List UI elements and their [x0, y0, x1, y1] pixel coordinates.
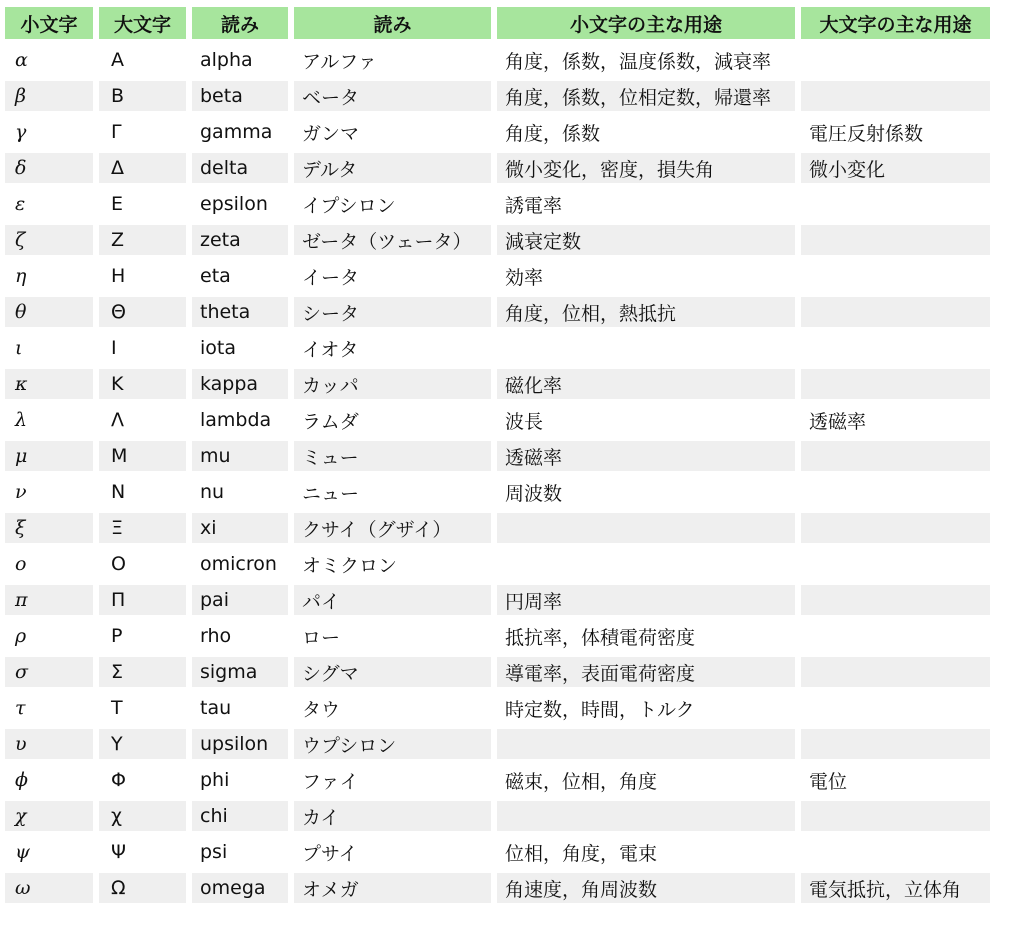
uppercase-letter: Π: [99, 585, 186, 615]
lowercase-use: 微小変化，密度，損失角: [497, 153, 795, 183]
reading-ja: ゼータ（ツェータ）: [294, 225, 491, 255]
reading-ja: イータ: [302, 266, 360, 289]
uppercase-letter: Ψ: [111, 841, 126, 863]
reading-ja: シータ: [294, 297, 491, 327]
reading-ja: プサイ: [302, 842, 358, 865]
reading-en: zeta: [192, 225, 288, 255]
uppercase-letter: E: [111, 193, 124, 215]
header-uppercase-use: 大文字の主な用途: [801, 7, 990, 39]
lowercase-use: 角度，係数，位相定数，帰還率: [497, 81, 795, 111]
lowercase-use: 効率: [505, 266, 544, 289]
reading-ja: タウ: [302, 698, 341, 721]
table-row: [5, 189, 990, 219]
uppercase-use: [801, 585, 990, 615]
uppercase-use: [801, 549, 990, 579]
uppercase-letter: Λ: [111, 409, 124, 431]
lowercase-letter: ζ: [5, 225, 93, 255]
reading-ja: カイ: [294, 801, 491, 831]
uppercase-use: [801, 297, 990, 327]
reading-ja: カッパ: [294, 369, 491, 399]
reading-en: kappa: [192, 369, 288, 399]
reading-ja: ガンマ: [302, 122, 360, 145]
lowercase-letter: ν: [15, 481, 27, 503]
table-row: [5, 621, 990, 651]
uppercase-use: [801, 333, 990, 363]
table-row: [5, 405, 990, 435]
header-row: [5, 7, 990, 39]
reading-en: upsilon: [192, 729, 288, 759]
uppercase-use: 微小変化: [801, 153, 990, 183]
lowercase-letter: δ: [5, 153, 93, 183]
uppercase-letter: N: [111, 481, 126, 503]
reading-en: psi: [200, 841, 228, 863]
table-row: [5, 261, 990, 291]
uppercase-use: [801, 513, 990, 543]
table-row: [5, 333, 990, 363]
reading-en: epsilon: [200, 193, 268, 215]
lowercase-letter: ξ: [5, 513, 93, 543]
uppercase-use: 透磁率: [809, 410, 867, 433]
greek-alphabet-table: [0, 1, 996, 909]
lowercase-letter: α: [15, 49, 28, 71]
uppercase-use: [801, 45, 990, 75]
reading-ja: クサイ（グザイ）: [294, 513, 491, 543]
lowercase-use: 磁化率: [497, 369, 795, 399]
table-row: [5, 873, 990, 903]
reading-ja: ロー: [302, 626, 341, 649]
table-body: [5, 45, 990, 903]
reading-en: pai: [192, 585, 288, 615]
header-reading-ja: 読み: [294, 7, 491, 39]
uppercase-use: 電位: [809, 770, 848, 793]
uppercase-use: [801, 261, 990, 291]
uppercase-use: [801, 621, 990, 651]
reading-en: alpha: [200, 49, 253, 71]
lowercase-letter: ω: [5, 873, 93, 903]
lowercase-use: [497, 333, 795, 363]
table-row: [5, 837, 990, 867]
header-reading-en: 読み: [192, 7, 288, 39]
uppercase-use: [801, 189, 990, 219]
uppercase-use: [801, 693, 990, 723]
lowercase-use: 抵抗率，体積電荷密度: [505, 626, 696, 649]
reading-ja: オメガ: [294, 873, 491, 903]
uppercase-use: [801, 729, 990, 759]
uppercase-use: [801, 477, 990, 507]
uppercase-letter: Ξ: [99, 513, 186, 543]
uppercase-use: [801, 225, 990, 255]
uppercase-letter: P: [111, 625, 123, 647]
lowercase-letter: λ: [15, 409, 28, 431]
header-lowercase: 小文字: [5, 7, 93, 39]
table-row: [5, 117, 990, 147]
lowercase-use: 角度，係数，温度係数，減衰率: [505, 50, 772, 73]
lowercase-use: 減衰定数: [497, 225, 795, 255]
uppercase-letter: M: [99, 441, 186, 471]
table-row: [5, 81, 990, 111]
uppercase-letter: T: [111, 697, 123, 719]
lowercase-letter: γ: [15, 121, 27, 143]
uppercase-letter: Σ: [99, 657, 186, 687]
table-row: [5, 225, 990, 255]
lowercase-use: 導電率，表面電荷密度: [497, 657, 795, 687]
reading-ja: オミクロン: [302, 554, 398, 577]
lowercase-use: 磁束，位相，角度: [505, 770, 658, 793]
uppercase-letter: Z: [99, 225, 186, 255]
lowercase-use: 波長: [505, 410, 544, 433]
uppercase-letter: χ: [99, 801, 186, 831]
reading-en: gamma: [200, 121, 273, 143]
table-row: [5, 729, 990, 759]
reading-ja: パイ: [294, 585, 491, 615]
uppercase-use: 電気抵抗，立体角: [801, 873, 990, 903]
reading-en: phi: [200, 769, 230, 791]
uppercase-letter: Γ: [111, 121, 122, 143]
reading-en: rho: [200, 625, 232, 647]
reading-en: beta: [192, 81, 288, 111]
reading-ja: デルタ: [294, 153, 491, 183]
reading-en: xi: [192, 513, 288, 543]
uppercase-letter: Δ: [99, 153, 186, 183]
reading-ja: ウプシロン: [294, 729, 491, 759]
lowercase-letter: ι: [15, 337, 23, 359]
uppercase-letter: Θ: [99, 297, 186, 327]
uppercase-letter: O: [111, 553, 126, 575]
reading-ja: ベータ: [294, 81, 491, 111]
lowercase-letter: μ: [5, 441, 93, 471]
lowercase-use: 周波数: [505, 482, 563, 505]
uppercase-letter: Ω: [99, 873, 186, 903]
lowercase-use: 位相，角度，電束: [505, 842, 658, 865]
reading-en: eta: [200, 265, 231, 287]
lowercase-use: [497, 729, 795, 759]
lowercase-letter: η: [15, 265, 27, 287]
reading-ja: アルファ: [302, 50, 377, 73]
reading-ja: ミュー: [294, 441, 491, 471]
reading-en: sigma: [192, 657, 288, 687]
reading-en: tau: [200, 697, 232, 719]
lowercase-use: 角度，係数: [505, 122, 601, 145]
uppercase-use: [801, 441, 990, 471]
table-row: [5, 765, 990, 795]
reading-en: omega: [192, 873, 288, 903]
lowercase-use: [497, 801, 795, 831]
lowercase-use: 透磁率: [497, 441, 795, 471]
lowercase-use: 誘電率: [505, 194, 563, 217]
lowercase-letter: υ: [5, 729, 93, 759]
table-row: [5, 549, 990, 579]
uppercase-use: 電圧反射係数: [809, 122, 924, 145]
lowercase-use: 角度，位相，熱抵抗: [497, 297, 795, 327]
table-row: [5, 477, 990, 507]
table-row: [5, 369, 990, 399]
table-row: [5, 441, 990, 471]
lowercase-use: 角速度，角周波数: [497, 873, 795, 903]
uppercase-use: [801, 81, 990, 111]
header-uppercase: 大文字: [99, 7, 186, 39]
lowercase-use: [497, 549, 795, 579]
uppercase-letter: Φ: [111, 769, 126, 791]
lowercase-letter: π: [5, 585, 93, 615]
reading-ja: ファイ: [302, 770, 359, 793]
uppercase-use: [801, 369, 990, 399]
reading-ja: イプシロン: [302, 194, 396, 217]
reading-en: mu: [192, 441, 288, 471]
reading-en: theta: [192, 297, 288, 327]
table-row: [5, 801, 990, 831]
table-row: [5, 657, 990, 687]
uppercase-use: [801, 657, 990, 687]
table-row: [5, 513, 990, 543]
table-row: [5, 693, 990, 723]
uppercase-use: [801, 837, 990, 867]
lowercase-letter: κ: [5, 369, 93, 399]
uppercase-letter: H: [111, 265, 126, 287]
lowercase-letter: θ: [5, 297, 93, 327]
table-row: [5, 297, 990, 327]
lowercase-letter: ε: [15, 193, 26, 215]
lowercase-use: [497, 513, 795, 543]
lowercase-use: 時定数，時間，トルク: [505, 698, 695, 721]
reading-ja: ニュー: [302, 482, 360, 505]
lowercase-letter: χ: [5, 801, 93, 831]
lowercase-letter: ϕ: [15, 769, 28, 791]
reading-en: delta: [192, 153, 288, 183]
lowercase-letter: τ: [15, 697, 26, 719]
table-row: [5, 585, 990, 615]
lowercase-letter: ψ: [15, 841, 30, 863]
header-lowercase-use: 小文字の主な用途: [497, 7, 795, 39]
uppercase-letter: B: [99, 81, 186, 111]
uppercase-use: [801, 801, 990, 831]
lowercase-use: 円周率: [497, 585, 795, 615]
reading-ja: シグマ: [294, 657, 491, 687]
table-row: [5, 153, 990, 183]
reading-en: chi: [192, 801, 288, 831]
reading-ja: ラムダ: [302, 410, 359, 433]
reading-en: lambda: [200, 409, 272, 431]
lowercase-letter: σ: [5, 657, 93, 687]
reading-ja: イオタ: [302, 338, 359, 361]
uppercase-letter: I: [111, 337, 117, 359]
lowercase-letter: ο: [15, 553, 27, 575]
uppercase-letter: A: [111, 49, 124, 71]
reading-en: nu: [200, 481, 225, 503]
uppercase-letter: K: [99, 369, 186, 399]
uppercase-letter: Υ: [99, 729, 186, 759]
reading-en: iota: [200, 337, 236, 359]
lowercase-letter: β: [5, 81, 93, 111]
reading-en: omicron: [200, 553, 277, 575]
lowercase-letter: ρ: [15, 625, 27, 647]
table-row: [5, 45, 990, 75]
